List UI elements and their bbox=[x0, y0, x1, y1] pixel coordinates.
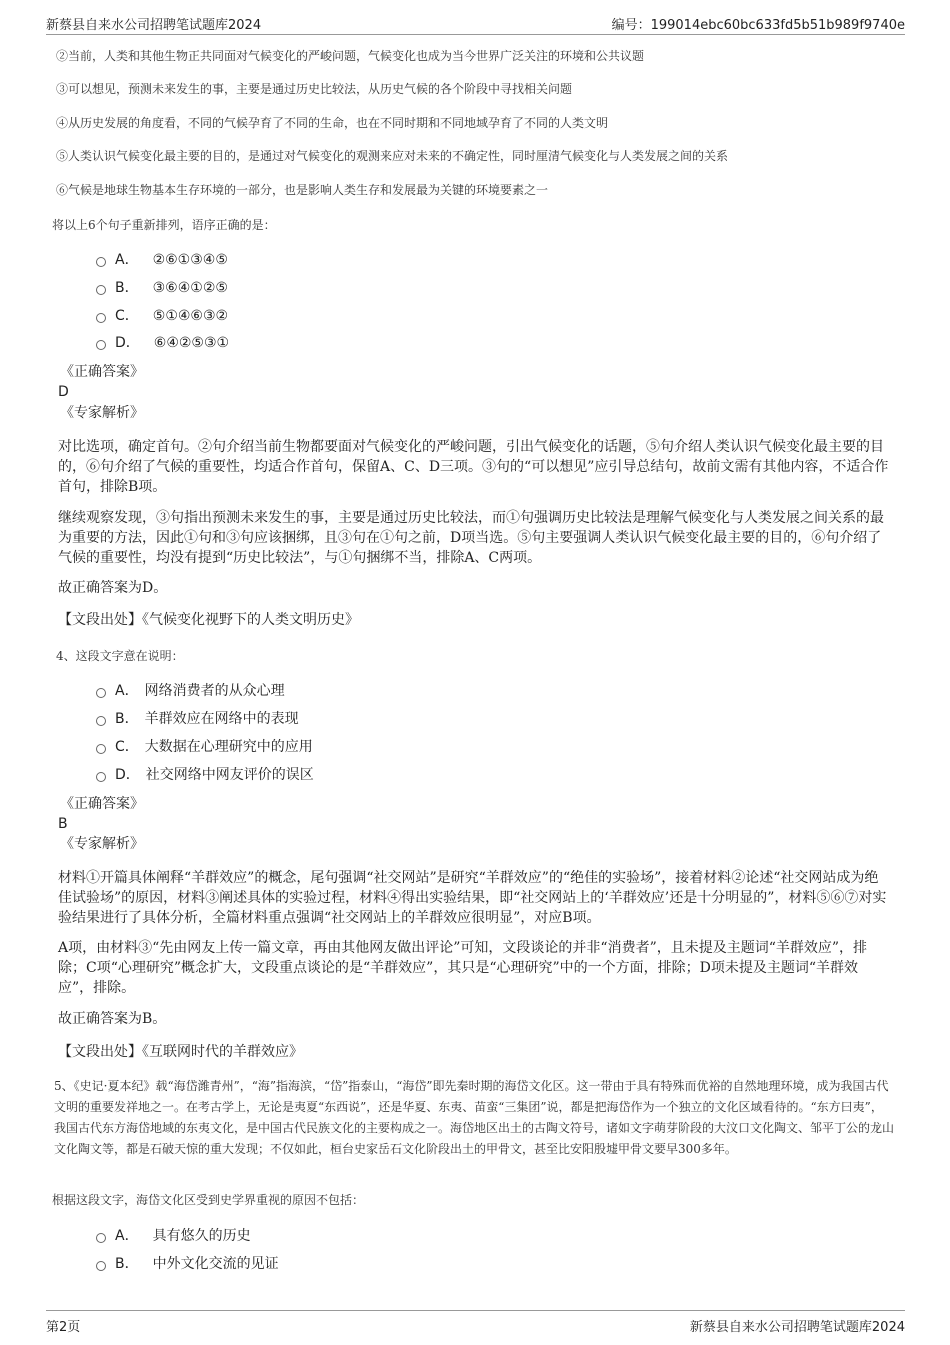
option-label: C． bbox=[115, 739, 139, 755]
radio-icon[interactable] bbox=[96, 1261, 106, 1271]
q4-prompt: 4、这段文字意在说明： bbox=[56, 649, 184, 663]
q3-answer-heading: 《正确答案》 bbox=[60, 364, 144, 380]
q3-analysis-heading: 《专家解析》 bbox=[60, 405, 144, 421]
header-serial: 编号：199014ebc60bc633fd5b51b989f9740e bbox=[611, 18, 905, 33]
option-text: ⑥④②⑤③① bbox=[153, 335, 230, 351]
header-title: 新蔡县自来水公司招聘笔试题库2024 bbox=[46, 18, 262, 33]
option-label: B． bbox=[115, 1256, 139, 1272]
radio-icon[interactable] bbox=[96, 716, 106, 726]
footer-title: 新蔡县自来水公司招聘笔试题库2024 bbox=[689, 1320, 905, 1335]
q4-analysis-p2: A项，由材料③“先由网友上传一篇文章，再由其他网友做出评论”可知，文段谈论的并非“消费者”，且未提及主题词“羊群效应”，排除；C项“心理研究”概念扩大，文段重点谈论的是“羊群效应”，其只是“心理研究”中的一个方面，排除；D项未提及主题词“羊群效应”，排除。 bbox=[58, 940, 868, 996]
q4-option-c[interactable] bbox=[96, 737, 313, 757]
radio-icon[interactable] bbox=[96, 285, 106, 295]
q3-analysis-p3: 故正确答案为D。 bbox=[58, 580, 168, 596]
radio-icon[interactable] bbox=[96, 688, 106, 698]
q4-option-b[interactable] bbox=[96, 709, 299, 729]
option-text: 具有悠久的历史 bbox=[152, 1228, 251, 1244]
option-text: 中外文化交流的见证 bbox=[152, 1256, 279, 1272]
q4-source: 【文段出处】《互联网时代的羊群效应》 bbox=[58, 1044, 303, 1060]
option-text: 大数据在心理研究中的应用 bbox=[144, 739, 313, 755]
q4-option-a[interactable] bbox=[96, 681, 285, 701]
option-label: B． bbox=[115, 711, 139, 727]
page-header bbox=[46, 12, 905, 35]
q5-passage: 5、《史记·夏本纪》载“海岱潍青州”，“海”指海滨，“岱”指泰山，“海岱”即先秦时期的海岱文化区。这一带由于具有特殊而优裕的自然地理环境，成为我国古代文明的重要发祥地之一。在考古学上，无论是夷夏“东西说”，还是华夏、东夷、苗蛮“三集团”说，都是把海岱作为一个独立的文化区域看待的。“东方曰夷”，我国古代东方海岱地域的东夷文化，是中国古代民族文化的主要构成之一。海岱地区出土的古陶文符号，诸如文字萌芽阶段的大汶口文化陶文、邹平丁公的龙山文化陶文等，都是石破天惊的重大发现；不仅如此，桓台史家岳石文化阶段出土的甲骨文，甚至比安阳殷墟甲骨文要早300多年。 bbox=[54, 1079, 895, 1156]
radio-icon[interactable] bbox=[96, 257, 106, 267]
radio-icon[interactable] bbox=[96, 772, 106, 782]
option-label: B． bbox=[115, 280, 139, 296]
radio-icon[interactable] bbox=[96, 1233, 106, 1243]
option-label: D． bbox=[115, 335, 140, 351]
q3-option-a[interactable] bbox=[96, 250, 228, 270]
q3-source: 【文段出处】《气候变化视野下的人类文明历史》 bbox=[58, 612, 359, 628]
page-number: 第2页 bbox=[46, 1320, 81, 1335]
radio-icon[interactable] bbox=[96, 744, 106, 754]
q3-sentence-2: ②当前，人类和其他生物正共同面对气候变化的严峻问题，气候变化也成为当今世界广泛关注的环境和公共议题 bbox=[56, 49, 645, 63]
radio-icon[interactable] bbox=[96, 313, 106, 323]
q3-option-d[interactable] bbox=[96, 333, 229, 353]
q3-sentence-6: ⑥气候是地球生物基本生存环境的一部分，也是影响人类生存和发展最为关键的环境要素之一 bbox=[56, 183, 549, 197]
q3-sentence-4: ④从历史发展的角度看，不同的气候孕育了不同的生命，也在不同时期和不同地域孕育了不同的人类文明 bbox=[56, 116, 609, 130]
option-text: ⑤①④⑥③② bbox=[152, 308, 229, 324]
option-label: A． bbox=[115, 252, 139, 268]
q5-prompt: 根据这段文字，海岱文化区受到史学界重视的原因不包括： bbox=[52, 1193, 365, 1207]
q4-analysis-p1: 材料①开篇具体阐释“羊群效应”的概念，尾句强调“社交网站”是研究“羊群效应”的“绝佳的实验场”，接着材料②论述“社交网站成为绝佳试验场”的原因，材料③阐述具体的实验过程，材料④得出实验结果，即“社交网站上的‘羊群效应’还是十分明显的”，材料⑤⑥⑦对实验结果进行了具体分析，全篇材料重点强调“社交网站上的羊群效应很明显”，对应B项。 bbox=[58, 870, 887, 926]
q3-option-b[interactable] bbox=[96, 278, 228, 298]
q3-analysis-p2: 继续观察发现，③句指出预测未来发生的事，主要是通过历史比较法，而①句强调历史比较法是理解气候变化与人类发展之间关系的最为重要的方法，因此①句和③句应该捆绑，且③句在①句之前，D项当选。⑤句主要强调人类认识气候变化最主要的目的，⑥句介绍了气候的重要性，均没有提到“历史比较法”，与①句捆绑不当，排除A、C两项。 bbox=[58, 510, 884, 566]
q5-option-b[interactable] bbox=[96, 1254, 279, 1274]
radio-icon[interactable] bbox=[96, 340, 106, 350]
option-label: C． bbox=[115, 308, 139, 324]
q4-option-d[interactable] bbox=[96, 765, 314, 785]
option-label: A． bbox=[115, 683, 139, 699]
q3-analysis-p1: 对比选项，确定首句。②句介绍当前生物都要面对气候变化的严峻问题，引出气候变化的话题，⑤句介绍人类认识气候变化最主要的目的，⑥句介绍了气候的重要性，均适合作首句，保留A、C、D三项。③句的“可以想见”应引导总结句，故前文需有其他内容，不适合作首句，排除B项。 bbox=[58, 439, 889, 495]
option-text: 社交网络中网友评价的误区 bbox=[145, 767, 314, 783]
option-text: ③⑥④①②⑤ bbox=[152, 280, 228, 296]
q4-answer-heading: 《正确答案》 bbox=[60, 796, 144, 812]
option-text: 网络消费者的从众心理 bbox=[144, 683, 285, 699]
q4-analysis-p3: 故正确答案为B。 bbox=[58, 1011, 167, 1027]
q3-sentence-5: ⑤人类认识气候变化最主要的目的，是通过对气候变化的观测来应对未来的不确定性，同时厘清气候变化与人类发展之间的关系 bbox=[56, 149, 729, 163]
q4-analysis-heading: 《专家解析》 bbox=[60, 836, 144, 852]
q3-option-c[interactable] bbox=[96, 306, 228, 326]
q3-answer: D bbox=[58, 384, 69, 400]
option-label: A． bbox=[115, 1228, 139, 1244]
q3-sentence-3: ③可以想见，预测未来发生的事，主要是通过历史比较法，从历史气候的各个阶段中寻找相关问题 bbox=[56, 82, 573, 96]
option-text: ②⑥①③④⑤ bbox=[152, 252, 228, 268]
q3-prompt: 将以上6个句子重新排列，语序正确的是： bbox=[52, 218, 276, 232]
q4-answer: B bbox=[58, 816, 68, 832]
page-footer bbox=[46, 1310, 905, 1335]
option-text: 羊群效应在网络中的表现 bbox=[144, 711, 299, 727]
option-label: D． bbox=[115, 767, 140, 783]
q5-option-a[interactable] bbox=[96, 1226, 251, 1246]
